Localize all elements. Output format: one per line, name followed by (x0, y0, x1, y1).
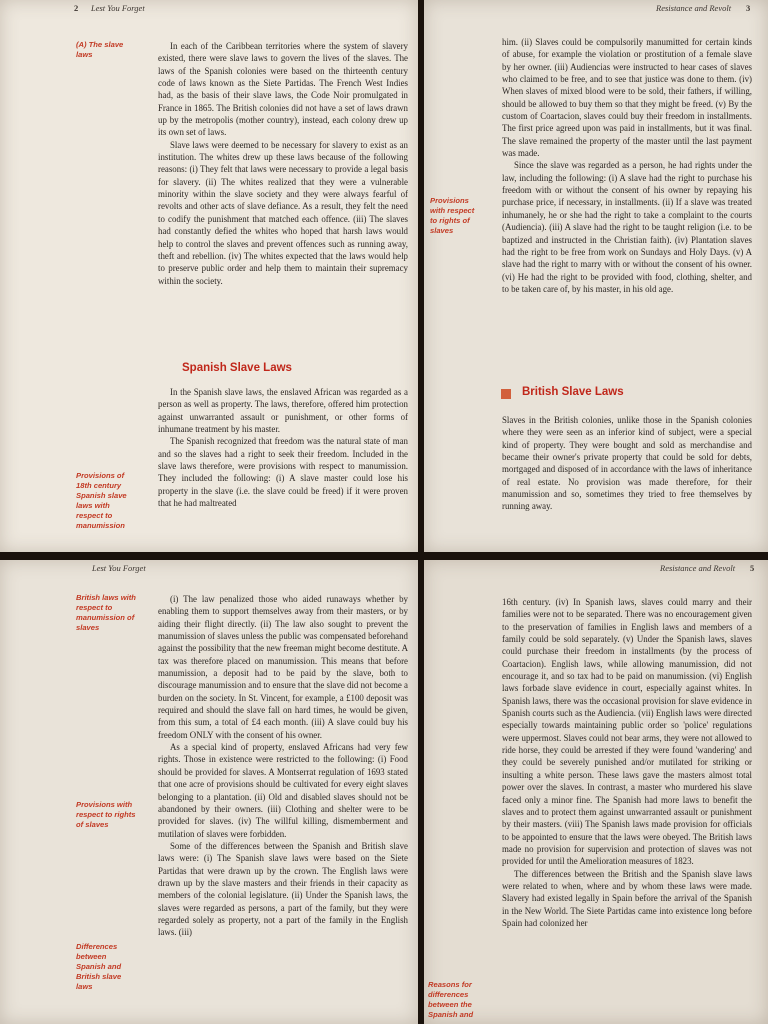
margin-note-differences: Differences between Spanish and British slave laws (76, 942, 122, 991)
section-heading: British Slave Laws (522, 386, 624, 398)
paragraph: As a special kind of property, enslaved Africans had very few rights. Those in existence were restricted to the following: (i) Food should be provided for slaves. A Montserrat regulation of 1693 stated that one acre of provisions should be cultivated for every eight slaves belonging to a plantation. (ii) Old and disabled slaves should not be abandoned by their owners. (iii) Clothing and shelter were to be provided for slaves. (iv) The willful killing, dismemberment and mutilation of slaves were forbidden. (158, 742, 408, 839)
paragraph: Some of the differences between the Spanish and British slave laws were: (i) The Spanish slave laws were based on the Siete Partidas that were drawn up by the crown. The English laws were drawn up by the slave masters and their friends in their capacity as members of the colonial legislature. (ii) Under the Spanish laws, the slaves were regarded as persons, a part of the family, but they were regarded solely as property, not a part of the family in the English laws. (iii) (158, 840, 408, 938)
running-head (74, 3, 145, 13)
paragraph: Since the slave was regarded as a person, he had rights under the law, including the following: (i) A slave had the right to purchase his freedom with or without the consent of his owner by repaying his purchase price, if necessary, in installments. (ii) If a slave was treated inhumanely, he or she had the right to take a complaint to the courts (Audiencia). (iii) A slave had the right to be taught religion (i.e. to be baptized and instructed in the Christian faith). (iv) Plantation slaves had the right to be free from work on Sundays and Holy Days. (v) A slave had the right to marry with or without the consent of his owner. (vi) He had the right to be provided with food, clothing, shelter, and to be taken care of, by his master, in his old age. (502, 160, 752, 294)
margin-note-rights: Provisions with respect to rights of slaves (430, 196, 475, 235)
margin-note-british-manumission: British laws with respect to manumission of slaves (76, 593, 136, 632)
section-heading: Spanish Slave Laws (182, 362, 292, 374)
page-gap (0, 552, 768, 560)
paragraph: 16th century. (iv) In Spanish laws, slaves could marry and their families were not to be separated. There was no encouragement given to the preservation of families in English laws and members of a family could be sold separately. (v) Under the Spanish laws, slaves could purchase their freedom in installments (by the process of Coartacion). English laws, while allowing manumission, did not encourage it, and so tax had to be paid on manumission. (vi) English laws forbade slave evidence in court, especially against whites. In Spanish laws, there was the occasional provision for slave evidence in Spanish courts such as the Audiencia. (vii) English laws were directed especially towards maintaining public order so 'police' regulations were uppermost. Slaves could not bear arms, they were not allowed to ride horse, they could be arrested if they were found 'wandering' and they could be severely punished and/or mutilated for striking or insulting a white person. These laws gave the masters almost total power over the slaves. In contrast, a master who murdered his slave faced only a minor fine. The Spanish had more laws to benefit the slaves and to protect them against unwarranted assault or punishment by their masters. (viii) The Spanish laws made provision for officials to be appointed to ensure that the laws were obeyed. The British laws made no provision for supervision and protection of slaves was not provided for until the Amelioration measures of 1823. (502, 597, 752, 867)
margin-note-reasons: Reasons for differences between the Spanish and (428, 980, 474, 1019)
paragraph: The Spanish recognized that freedom was the natural state of man and so the slaves had a right to seek their freedom. Included in the slave laws therefore, were provisions with respect to manumission. They included the following: (i) A slave master could lose his property in the slave (i.e. the slave could be freed) if it were proven that he had maltreated (158, 436, 408, 509)
page-2 (0, 0, 418, 552)
paragraph: In each of the Caribbean territories where the system of slavery existed, there were slave laws to govern the lives of the slaves. The laws of the Spanish colonies were based on the thirteenth century code of laws known as the Siete Partidas. The French West Indies had, as the basis of their slave laws, the Code Noir promulgated in France in 1865. The British colonies did not have a set of laws drawn up by the metropolis (mother country), instead, each colony drew up its own set of laws. (158, 41, 408, 138)
running-head (656, 3, 750, 13)
body-text-bottom (502, 414, 752, 513)
body-text-top (158, 40, 408, 287)
running-head: Lest You Forget (92, 563, 146, 573)
paragraph: In the Spanish slave laws, the enslaved African was regarded as a person as well as property. The laws, therefore, offered him protection against unwarranted assault or punishment, or other forms of inhumane treatment by his master. (158, 387, 408, 435)
paragraph: The differences between the British and the Spanish slave laws were related to when, where and by whom these laws were made. Slavery had existed legally in Spain before the arrival of the Spanish in the New World. The Siete Partidas came into existence long before Spain had colonized her (502, 868, 752, 928)
page-number: 5 (749, 563, 755, 573)
running-head-title: Resistance and Revolt (656, 3, 732, 13)
body-text-top (502, 36, 752, 295)
margin-note-slave-laws: (A) The slave laws (76, 40, 124, 59)
paragraph: Slaves in the British colonies, unlike those in the Spanish colonies where they were seen as an inferior kind of subject, were a special kind of property. They were bought and sold as merchandise and became their owner's private property that could be sold for debts, mortgaged and disposed of in accordance with the laws of inheritance of real estate. No provision was made therefore, for their manumission and so, sometimes they tried to free themselves by running away. (502, 415, 752, 512)
running-head (660, 563, 754, 573)
body-text (502, 596, 752, 929)
page-number: 2 (74, 3, 79, 13)
paragraph: (i) The law penalized those who aided runaways whether by enabling them to support themselves away from their masters, or by aiding their flight directly. (ii) The law also sought to prevent the manumission of slaves unless the public was compensated beforehand against the possibility that the new freeman might become destitute. A tax was therefore placed on manumission. This means that before manumission, a deposit had to be paid by the slave, both to discourage manumission and to ensure that the slave did not become a burden on the society. In St. Vincent, for example, a £100 deposit was required and should the slave fall on hard times, he would be given, from this sum, a total of £4 each month. (iii) A slave could buy his freedom ONLY with the consent of his owner. (158, 594, 408, 740)
page-number: 3 (745, 3, 751, 13)
margin-note-manumission: Provisions of 18th century Spanish slave laws with respect to manumission (76, 471, 127, 530)
running-head-title: Lest You Forget (91, 3, 145, 13)
page-3 (424, 0, 768, 552)
margin-note-rights: Provisions with respect to rights of slaves (76, 800, 136, 829)
body-text-bottom (158, 386, 408, 509)
paragraph: him. (ii) Slaves could be compulsorily manumitted for certain kinds of abuse, for example the violation or prostitution of a female slave by her owner. (iii) Audiencias were instructed to hear cases of slaves who claimed to be free, and to see that justice was done to them. (iv) When slaves of mixed blood were to be sold, their fathers, if willing, should be allowed to buy them so that they might be freed. (v) By the custom of Coartacion, slaves could buy their freedom in installments. The first price agreed upon was paid in installments, but it was final. The slave remained the property of the master until the last payment was made. (502, 37, 752, 159)
running-head-title: Resistance and Revolt (660, 563, 736, 573)
body-text (158, 593, 408, 939)
page-4 (0, 560, 418, 1024)
paragraph: Slave laws were deemed to be necessary for slavery to exist as an institution. The whites drew up these laws because of the following reasons: (i) They felt that laws were necessary to provide a legal basis for slavery. (ii) The whites realized that they were a vulnerable minority within the slave society and they were always fearful of revolts and other acts of slave defiance. As a result, they felt the need to codify the punishment that matched each offence. (iii) The slaves had constantly defied the whites who hoped that harsh laws would help to control the slaves and prevent offences such as running away, theft and rebellion. (iv) The whites expected that the laws would help to preserve public order and help them to maintain their supremacy within the society. (158, 139, 408, 286)
page-5 (424, 560, 768, 1024)
heading-marker (501, 389, 511, 399)
